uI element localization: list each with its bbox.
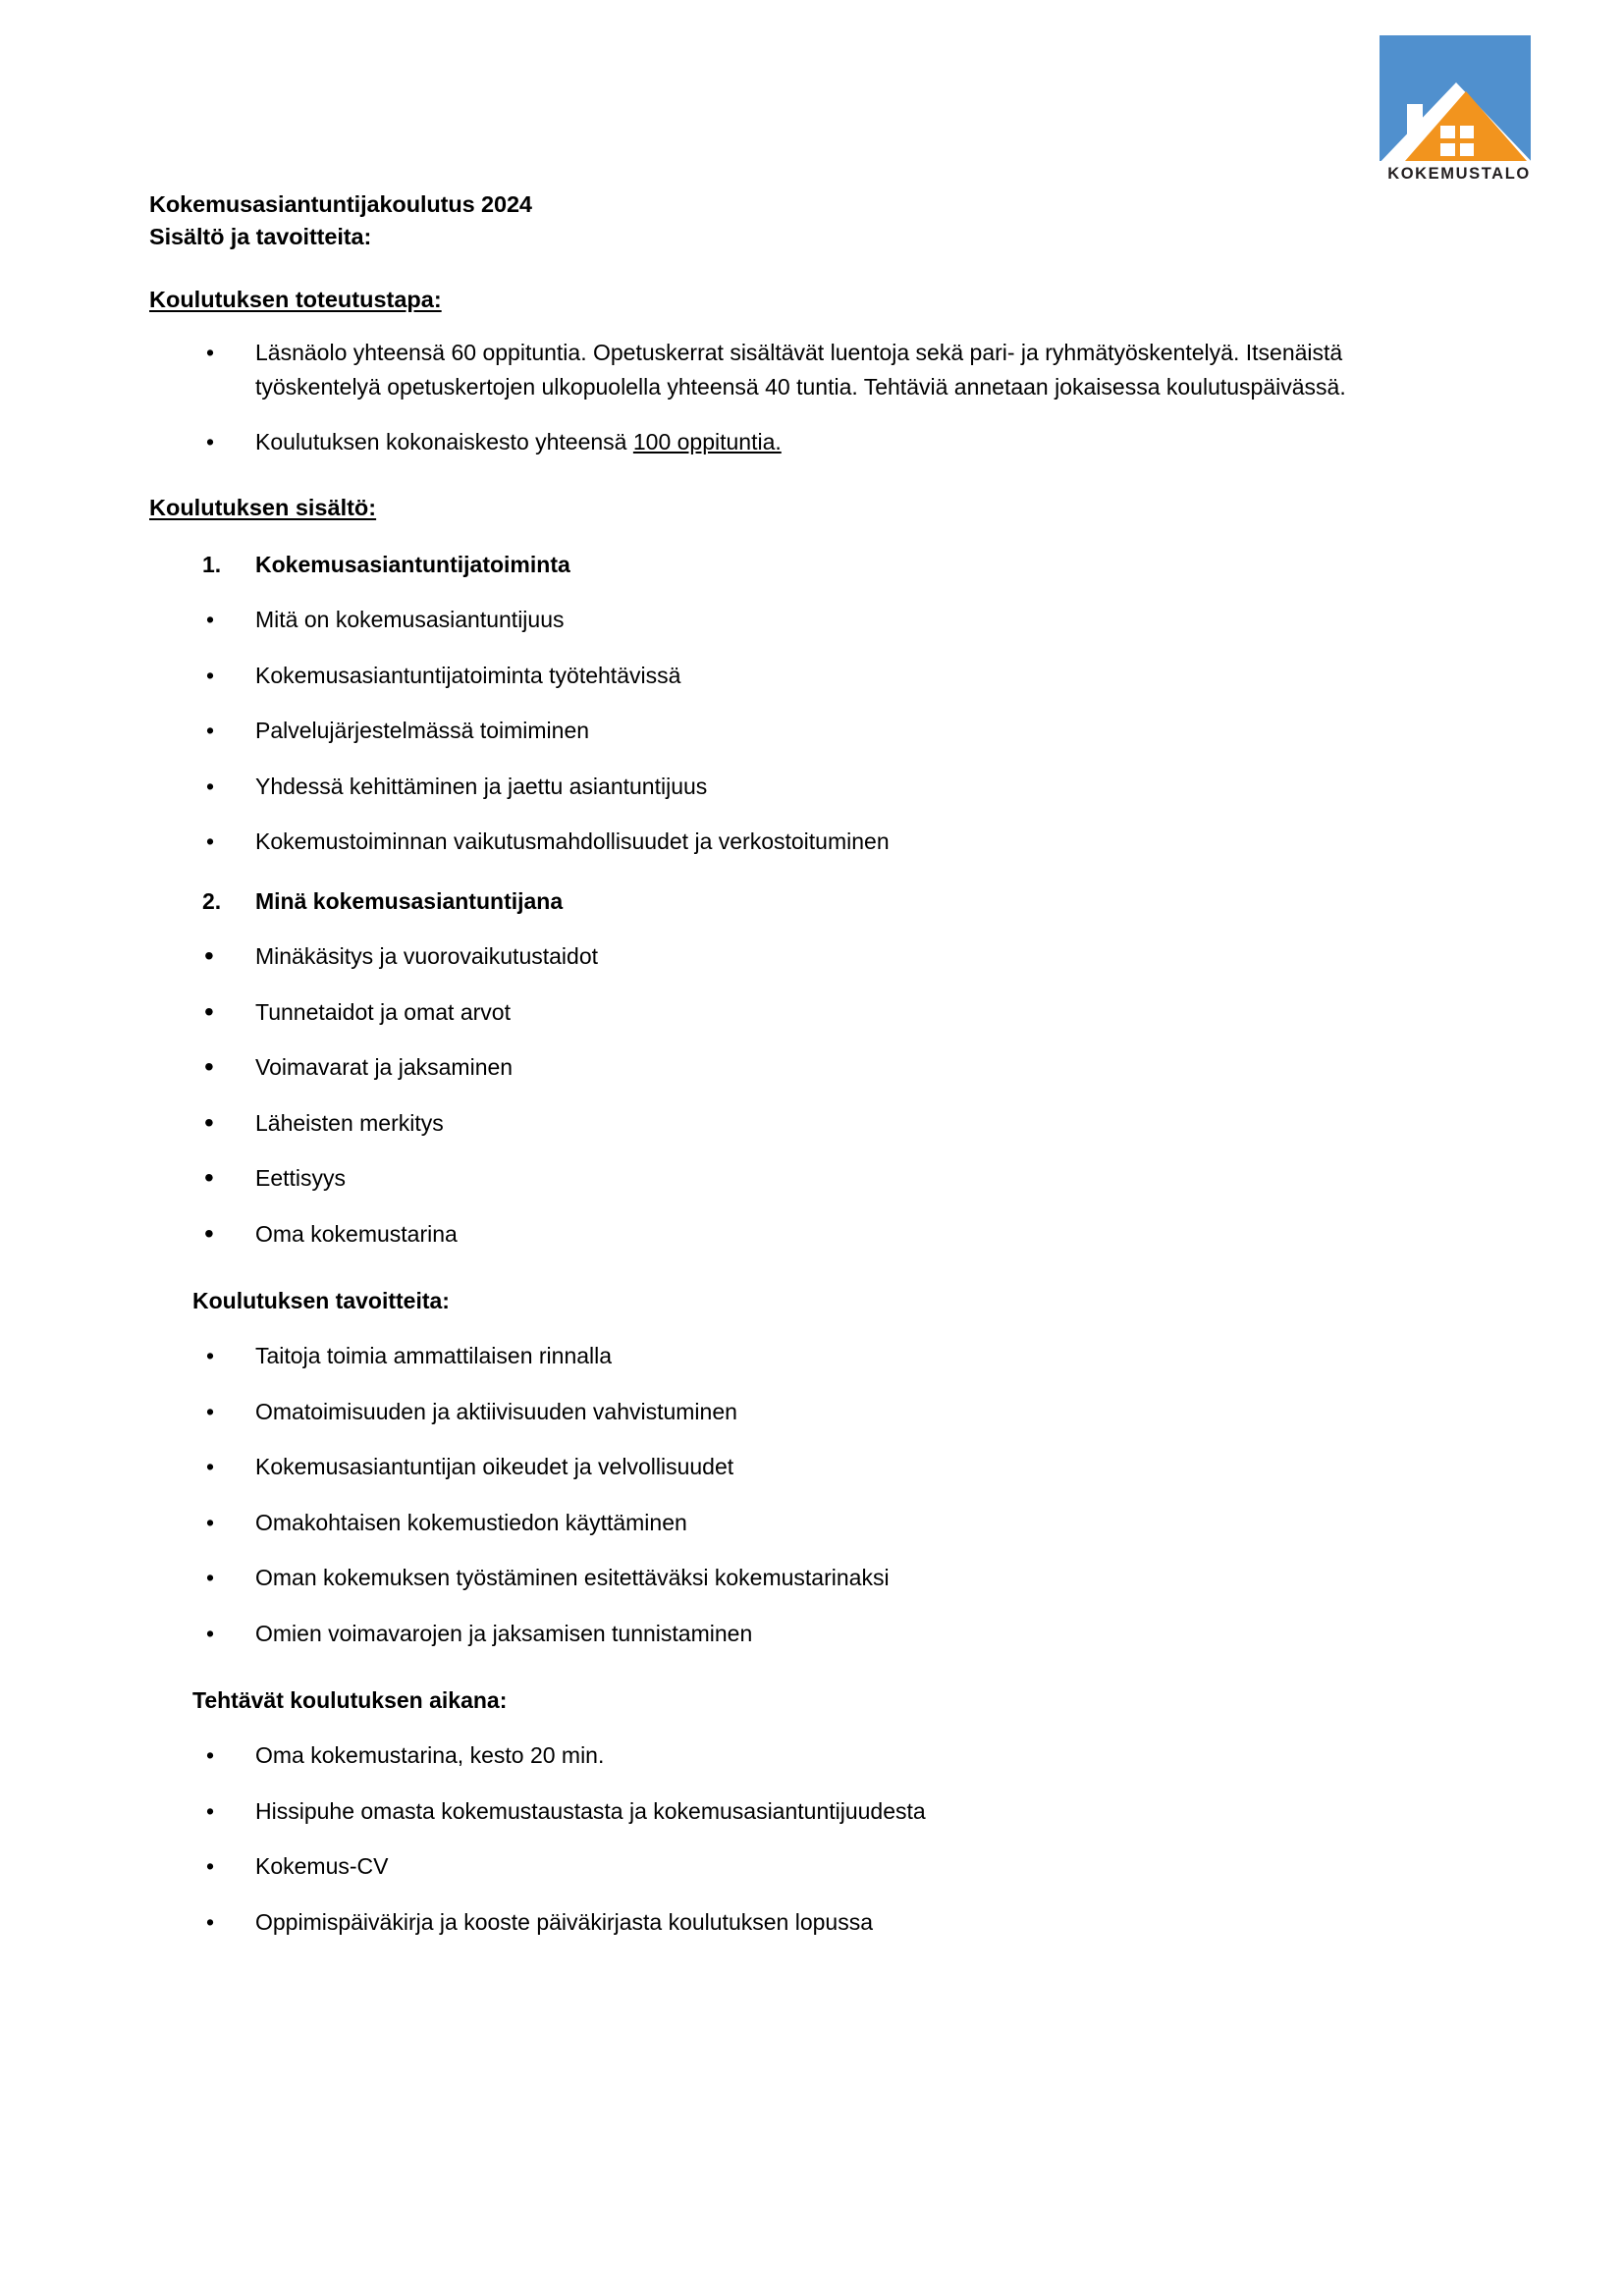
numbered-list-item-label: Minä kokemusasiantuntijana	[255, 887, 564, 914]
list-item	[149, 1050, 1455, 1085]
list-item	[149, 1617, 1455, 1651]
list-item-text: Taitoja toimia ammattilaisen rinnalla	[255, 1343, 613, 1368]
bullet-dot-icon: •	[204, 1217, 214, 1249]
bullet-dot-icon: •	[204, 995, 214, 1027]
section-heading-tehtavat: Tehtävät koulutuksen aikana:	[192, 1687, 508, 1713]
list-item-text: Omakohtaisen kokemustiedon käyttäminen	[255, 1509, 687, 1535]
section-heading-tavoitteita: Koulutuksen tavoitteita:	[192, 1288, 450, 1313]
list-item-text: Voimavarat ja jaksaminen	[255, 1054, 514, 1080]
window-pane	[1440, 126, 1455, 138]
list-item-text: Oman kokemuksen työstäminen esitettäväksi kokemustarinaksi	[255, 1565, 890, 1590]
tehtavat-bullet-list	[149, 1738, 1455, 1939]
bullet-dot-icon: •	[206, 1343, 215, 1368]
list-item-text-underlined: 100 oppituntia.	[632, 429, 782, 454]
list-item-text: Eettisyys	[255, 1165, 347, 1191]
section-heading-sisalto: Koulutuksen sisältö:	[149, 494, 377, 520]
list-item	[149, 825, 1455, 859]
window-pane	[1440, 143, 1455, 156]
numbered-list-item	[149, 884, 1455, 919]
kokemustalo-logo	[1376, 35, 1543, 192]
house-logo-icon	[1380, 35, 1531, 161]
list-item	[149, 1849, 1455, 1884]
list-item-text: Läsnäolo yhteensä 60 oppituntia. Opetuskerrat sisältävät luentoja sekä pari- ja ryhmätyöskentelyä. Itsenäistä työskentelyä opetuskertojen ulkopuolella yhteensä 40 tuntia. Tehtäviä annetaan jokaisessa koulutuspäivässä.	[255, 340, 1346, 400]
list-item-text: Palvelujärjestelmässä toimiminen	[255, 718, 590, 743]
list-item	[149, 1106, 1455, 1141]
document-content	[149, 188, 1455, 1939]
list-item	[149, 995, 1455, 1030]
list-item	[149, 1506, 1455, 1540]
bullet-dot-icon: •	[206, 1797, 215, 1824]
list-item-text: Kokemustoiminnan vaikutusmahdollisuudet ja verkostoituminen	[255, 828, 890, 854]
list-item	[149, 1794, 1455, 1829]
sisalto-numbered-list-2	[149, 884, 1455, 919]
list-item-text: Kokemusasiantuntijatoiminta työtehtävissä	[255, 662, 681, 688]
list-item	[149, 336, 1455, 403]
list-item-number: 1.	[202, 551, 222, 577]
list-item-text: Oma kokemustarina, kesto 20 min.	[255, 1742, 605, 1768]
bullet-dot-icon: •	[204, 1051, 214, 1082]
bullet-dot-icon: •	[206, 828, 215, 854]
list-item-text: Koulutuksen kokonaiskesto yhteensä	[255, 429, 633, 454]
bullet-dot-icon: •	[206, 1509, 215, 1535]
list-item	[149, 939, 1455, 974]
list-item	[149, 603, 1455, 637]
bullet-dot-icon: •	[204, 940, 214, 971]
list-item	[149, 770, 1455, 804]
list-item-text: Oma kokemustarina	[255, 1220, 458, 1247]
list-item	[149, 1561, 1455, 1595]
list-item-text: Yhdessä kehittäminen ja jaettu asiantuntijuus	[255, 773, 708, 799]
numbered-list-item	[149, 548, 1455, 582]
list-item-text: Minäkäsitys ja vuorovaikutustaidot	[255, 943, 598, 969]
logo-window-grid	[1440, 126, 1474, 156]
list-item	[149, 1905, 1455, 1940]
bullet-dot-icon: •	[204, 1162, 214, 1193]
list-item-text: Oppimispäiväkirja ja kooste päiväkirjasta koulutuksen lopussa	[255, 1908, 873, 1935]
bullet-dot-icon: •	[206, 718, 215, 743]
page-title	[149, 188, 1455, 253]
window-pane	[1460, 143, 1475, 156]
sisalto-1-bullet-list	[149, 603, 1455, 859]
list-item-text: Mitä on kokemusasiantuntijuus	[255, 607, 565, 632]
sisalto-numbered-list	[149, 548, 1455, 582]
list-item	[149, 1339, 1455, 1373]
list-item	[149, 425, 1455, 459]
bullet-dot-icon: •	[204, 1106, 214, 1138]
bullet-dot-icon: •	[206, 662, 215, 688]
bullet-dot-icon: •	[206, 773, 215, 799]
list-item	[149, 1738, 1455, 1773]
bullet-dot-icon: •	[206, 1853, 215, 1879]
bullet-dot-icon: •	[206, 607, 215, 632]
list-item	[149, 714, 1455, 748]
bullet-dot-icon: •	[206, 1620, 215, 1646]
list-item-text: Tunnetaidot ja omat arvot	[255, 998, 511, 1025]
section-heading-toteutustapa: Koulutuksen toteutustapa:	[149, 287, 442, 312]
bullet-dot-icon: •	[206, 429, 215, 454]
bullet-dot-icon: •	[206, 1398, 215, 1424]
list-item	[149, 1217, 1455, 1252]
tavoitteita-bullet-list	[149, 1339, 1455, 1650]
list-item-text: Kokemus-CV	[255, 1853, 389, 1879]
logo-wordmark: KOKEMUSTALO	[1387, 165, 1531, 183]
list-item	[149, 1395, 1455, 1429]
bullet-dot-icon: •	[206, 1742, 215, 1768]
bullet-dot-icon: •	[206, 1454, 215, 1479]
window-pane	[1460, 126, 1475, 138]
page-title-line-1: Kokemusasiantuntijakoulutus 2024	[149, 191, 532, 217]
bullet-dot-icon: •	[206, 1908, 215, 1935]
bullet-dot-icon: •	[206, 1565, 215, 1590]
list-item-text: Omatoimisuuden ja aktiivisuuden vahvistuminen	[255, 1398, 737, 1424]
list-item	[149, 1450, 1455, 1484]
list-item-number: 2.	[202, 887, 222, 914]
sisalto-2-bullet-list	[149, 939, 1455, 1251]
list-item	[149, 659, 1455, 693]
toteutustapa-bullet-list	[149, 336, 1455, 459]
bullet-dot-icon: •	[206, 340, 215, 365]
list-item	[149, 1161, 1455, 1196]
page-title-line-2: Sisältö ja tavoitteita:	[149, 224, 372, 249]
numbered-list-item-label: Kokemusasiantuntijatoiminta	[255, 551, 570, 577]
list-item-text: Hissipuhe omasta kokemustaustasta ja kokemusasiantuntijuudesta	[255, 1797, 926, 1824]
list-item-text: Omien voimavarojen ja jaksamisen tunnistaminen	[255, 1620, 753, 1646]
list-item-text: Kokemusasiantuntijan oikeudet ja velvollisuudet	[255, 1454, 734, 1479]
list-item-text: Läheisten merkitys	[255, 1109, 444, 1136]
